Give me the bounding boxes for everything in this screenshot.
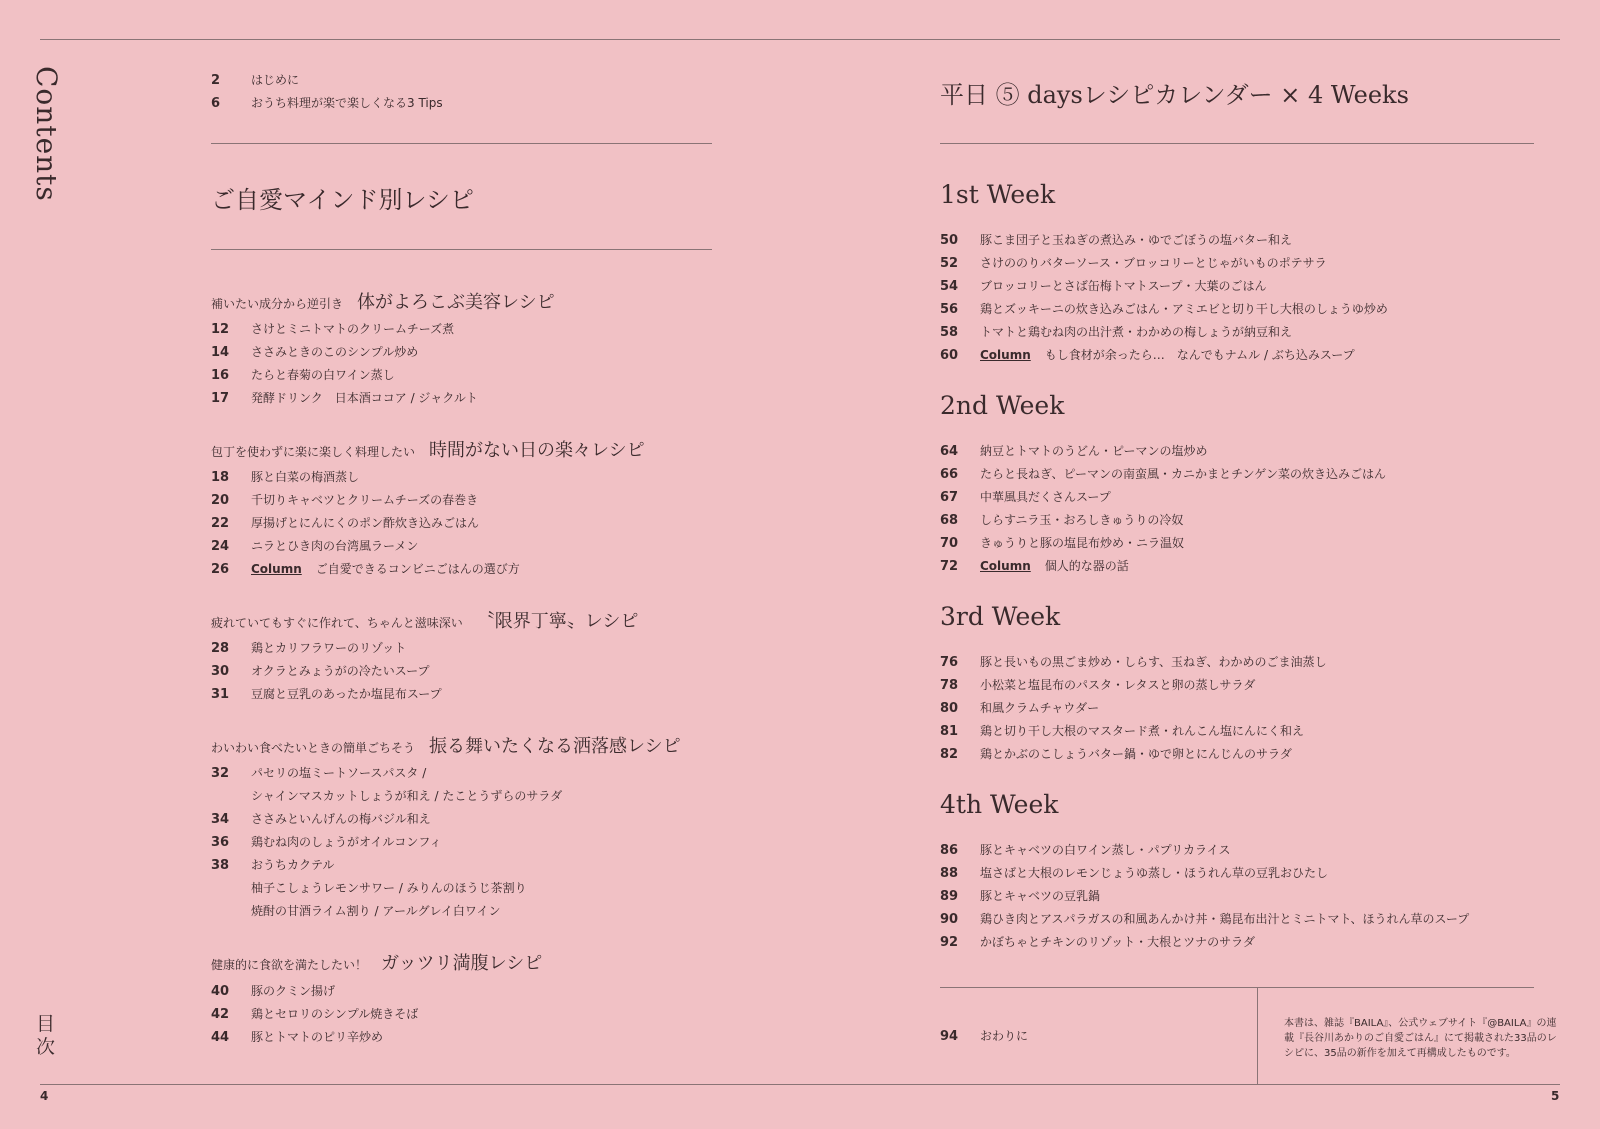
entry-title: 中華風具だくさんスープ [980,490,1111,504]
toc-entry[interactable] [940,722,1304,741]
page-number: 17 [211,391,230,406]
toc-entry[interactable] [211,320,454,339]
folio-left: 4 [40,1089,49,1103]
toc-entry-continued [211,902,501,920]
bottom-rule [40,1084,1560,1085]
page-number: 81 [940,724,959,739]
entry-title: しらすニラ玉・おろしきゅうりの冷奴 [980,513,1184,527]
entry-title: はじめに [251,73,300,87]
entry-title: ささみといんげんの梅バジル和え [251,812,431,826]
toc-entry[interactable] [211,639,406,658]
entry-title: 鶏とセロリのシンプル焼きそば [251,1007,419,1021]
toc-entry[interactable] [940,442,1208,461]
page-number: 94 [940,1029,959,1044]
entry-title: 豚とキャベツの豆乳鍋 [980,889,1101,903]
toc-entry[interactable] [940,887,1100,906]
page-number: 56 [940,302,959,317]
page-number: 6 [211,96,221,111]
entry-title: 豚のクミン揚げ [251,984,336,998]
entry-title: たらと長ねぎ、ピーマンの南蛮風・カニかまとチンゲン菜の炊き込みごはん [980,467,1386,481]
page-number: 36 [211,835,230,850]
page-number: 12 [211,322,230,337]
entry-title: 豚とトマトのピリ辛炒め [251,1030,384,1044]
page-number: 2 [211,73,221,88]
page-number: 20 [211,493,230,508]
toc-entry[interactable] [940,323,1292,342]
toc-entry-column[interactable] [940,346,1355,365]
entry-title: もし食材が余ったら… なんでもナムル / ぶち込みスープ [1044,348,1355,362]
toc-entry[interactable] [211,491,478,510]
entry-title: 豚と白菜の梅酒蒸し [251,470,360,484]
page-number: 76 [940,655,959,670]
toc-entry[interactable] [940,254,1327,273]
section-title: 〝限界丁寧〟レシピ [476,611,639,632]
entry-title: さけとミニトマトのクリームチーズ煮 [251,322,455,336]
page-number: 14 [211,345,230,360]
entry-title: 千切りキャベツとクリームチーズの春巻き [251,493,479,507]
section-title: 時間がない日の楽々レシピ [429,440,645,461]
divider [940,987,1534,988]
entry-title: シャインマスカットしょうが和え / たことうずらのサラダ [251,789,563,803]
week-heading: 4th Week [940,790,1059,819]
entry-title: 小松菜と塩昆布のパスタ・レタスと卵の蒸しサラダ [980,678,1256,692]
page-number: 16 [211,368,230,383]
page-number: 42 [211,1007,230,1022]
page-number: 18 [211,470,230,485]
entry-title: パセリの塩ミートソースパスタ / [251,766,427,780]
page-number: 70 [940,536,959,551]
page-number: 90 [940,912,959,927]
page-number: 92 [940,935,959,950]
section-heading [211,732,681,758]
entry-title: ささみときのこのシンプル炒め [251,345,419,359]
toc-entry[interactable] [211,343,418,362]
page-number: 44 [211,1030,230,1045]
page-number: 50 [940,233,959,248]
page-number: 67 [940,490,959,505]
entry-title: ニラとひき肉の台湾風ラーメン [251,539,419,553]
entry-title: きゅうりと豚の塩昆布炒め・ニラ温奴 [980,536,1185,550]
toc-entry[interactable] [211,662,430,681]
side-label-contents: Contents [30,66,63,202]
entry-title: かぼちゃとチキンのリゾット・大根とツナのサラダ [980,935,1256,949]
publication-note: 本書は、雑誌『BAILA』、公式ウェブサイト『@BAILA』の連載『長谷川あかりのご自愛ごはん』にて掲載された33品のレシピに、35品の新作を加えて再構成したものです。 [1284,1018,1557,1059]
toc-entry-column[interactable] [211,560,520,579]
toc-entry[interactable] [940,511,1183,530]
section-subtitle: 補いたい成分から逆引き [211,297,344,311]
toc-entry[interactable] [211,1028,383,1047]
toc-entry[interactable] [940,534,1184,553]
page-number: 82 [940,747,959,762]
page-number: 52 [940,256,959,271]
week-heading: 3rd Week [940,602,1061,631]
toc-entry[interactable] [211,94,443,113]
toc-entry[interactable] [211,1005,418,1024]
page-number: 88 [940,866,959,881]
week-heading: 2nd Week [940,391,1065,420]
top-rule [40,39,1560,40]
section-title: 振る舞いたくなる洒落感レシピ [429,736,681,757]
folio-right: 5 [1551,1089,1560,1103]
entry-title: 鶏とカリフラワーのリゾット [251,641,407,655]
section-title: 体がよろこぶ美容レシピ [357,292,555,313]
entry-title: 鶏とズッキーニの炊き込みごはん・アミエビと切り干し大根のしょうゆ炒め [980,302,1388,316]
page-number: 86 [940,843,959,858]
toc-entry[interactable] [211,468,359,487]
divider [211,143,712,144]
toc-entry[interactable] [211,810,431,829]
page-number: 24 [211,539,230,554]
entry-title: 豆腐と豆乳のあったか塩昆布スープ [251,687,442,701]
toc-entry-continued [211,787,562,805]
entry-title: オクラとみょうがの冷たいスープ [251,664,430,678]
toc-entry[interactable] [211,537,418,556]
toc-entry[interactable] [211,514,479,533]
section-heading [211,436,645,462]
section-heading [211,607,638,633]
toc-entry[interactable] [211,764,426,783]
toc-entry[interactable] [211,389,478,408]
entry-title: 個人的な器の話 [1044,559,1129,573]
toc-entry[interactable] [940,841,1231,860]
divider [211,249,712,250]
section-subtitle: わいわい食べたいときの簡単ごちそう [211,741,416,755]
page-number: 22 [211,516,230,531]
toc-entry[interactable] [940,910,1469,929]
entry-title: 豚こま団子と玉ねぎの煮込み・ゆでごぼうの塩バター和え [980,233,1293,247]
toc-entry[interactable] [211,833,441,852]
entry-title: ご自愛できるコンビニごはんの選び方 [315,562,520,576]
section-subtitle: 疲れていてもすぐに作れて、ちゃんと滋味深い [211,616,463,630]
toc-entry[interactable] [940,745,1292,764]
toc-entry[interactable] [940,864,1328,883]
toc-entry[interactable] [940,676,1255,695]
entry-title: 和風クラムチャウダー [980,701,1100,715]
page-number: 60 [940,348,959,363]
entry-title: 柚子こしょうレモンサワー / みりんのほうじ茶割り [251,881,527,895]
week-heading: 1st Week [940,180,1056,209]
section-subtitle: 健康的に食欲を満たしたい！ [211,958,368,972]
section-subtitle: 包丁を使わずに楽に楽しく料理したい [211,445,416,459]
page-number: 58 [940,325,959,340]
toc-entry[interactable] [940,300,1388,319]
page-number: 26 [211,562,230,577]
page-number: 68 [940,513,959,528]
toc-entry[interactable] [940,933,1255,952]
page-number: 40 [211,984,230,999]
entry-title: おわりに [980,1029,1029,1043]
calendar-title: 平日 ⑤ daysレシピカレンダー × 4 Weeks [940,81,1409,109]
toc-entry[interactable] [940,277,1266,296]
toc-entry-column[interactable] [940,557,1129,576]
entry-title: 鶏むね肉のしょうがオイルコンフィ [251,835,442,849]
entry-title: 納豆とトマトのうどん・ピーマンの塩炒め [980,444,1208,458]
divider-vertical [1257,987,1258,1084]
section-heading [211,288,555,314]
page-number: 38 [211,858,230,873]
toc-entry[interactable] [211,982,335,1001]
toc-entry[interactable] [940,699,1099,718]
entry-title: 鶏と切り干し大根のマスタード煮・れんこん塩にんにく和え [980,724,1305,738]
column-label: Column [980,348,1031,362]
page-number: 89 [940,889,959,904]
toc-entry[interactable] [940,653,1327,672]
page-number: 80 [940,701,959,716]
entry-title: 鶏とかぶのこしょうバター鍋・ゆで卵とにんじんのサラダ [980,747,1292,761]
entry-title: おうちカクテル [251,858,335,872]
toc-entry[interactable] [211,685,442,704]
entry-title: トマトと鶏むね肉の出汁煮・わかめの梅しょうが納豆和え [980,325,1293,339]
entry-title: 豚とキャベツの白ワイン蒸し・パプリカライス [980,843,1231,857]
page-number: 31 [211,687,230,702]
entry-title: 豚と長いもの黒ごま炒め・しらす、玉ねぎ、わかめのごま油蒸し [980,655,1327,669]
page-number: 66 [940,467,959,482]
section-title: ガッツリ満腹レシピ [381,953,543,974]
page-number: 30 [211,664,230,679]
toc-entry[interactable] [940,231,1292,250]
left-heading: ご自愛マインド別レシピ [211,186,474,214]
page-number: 28 [211,641,230,656]
toc-entry-continued [211,879,527,897]
toc-entry[interactable] [211,856,334,875]
page-number: 54 [940,279,959,294]
entry-title: 塩さばと大根のレモンじょうゆ蒸し・ほうれん草の豆乳おひたし [980,866,1329,880]
page-number: 78 [940,678,959,693]
page-number: 72 [940,559,959,574]
toc-entry[interactable] [211,71,299,90]
entry-title: 焼酎の甘酒ライム割り / アールグレイ白ワイン [251,904,501,918]
page-number: 64 [940,444,959,459]
section-heading [211,949,542,975]
column-label: Column [251,562,302,576]
toc-entry[interactable] [940,465,1386,484]
page-number: 32 [211,766,230,781]
toc-entry[interactable] [211,366,395,385]
column-label: Column [980,559,1031,573]
page-number: 34 [211,812,230,827]
entry-title: 発酵ドリンク 日本酒ココア / ジャクルト [251,391,478,405]
entry-title: おうち料理が楽で楽しくなる3 Tips [251,96,443,110]
entry-title: さけののりバターソース・ブロッコリーとじゃがいものポテサラ [980,256,1327,270]
side-label-mokuji: 目次 [36,1013,56,1058]
toc-entry[interactable] [940,488,1111,507]
divider [940,143,1534,144]
entry-title: たらと春菊の白ワイン蒸し [251,368,395,382]
entry-title: 鶏ひき肉とアスパラガスの和風あんかけ丼・鶏昆布出汁とミニトマト、ほうれん草のスープ [980,912,1470,926]
entry-title: ブロッコリーとさば缶梅トマトスープ・大葉のごはん [980,279,1267,293]
entry-title: 厚揚げとにんにくのポン酢炊き込みごはん [251,516,480,530]
toc-entry[interactable] [940,1027,1028,1046]
